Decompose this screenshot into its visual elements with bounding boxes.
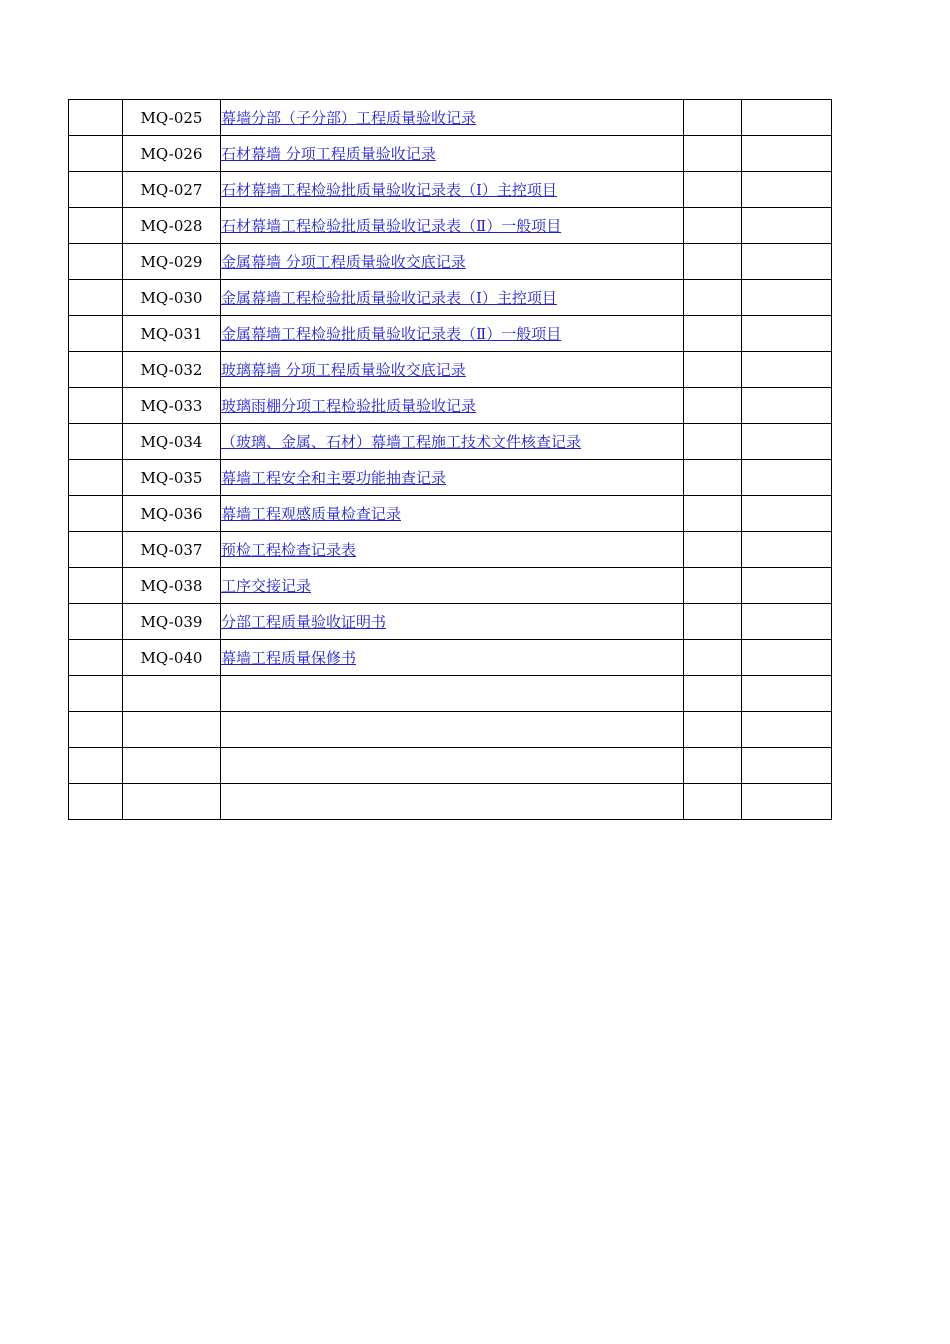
code-cell: MQ-026 bbox=[123, 136, 221, 172]
table-row bbox=[69, 496, 832, 532]
index-cell bbox=[69, 460, 123, 496]
empty-cell bbox=[123, 748, 221, 784]
name-cell bbox=[221, 208, 684, 244]
code-cell: MQ-034 bbox=[123, 424, 221, 460]
table-row bbox=[69, 640, 832, 676]
empty-cell bbox=[684, 280, 742, 316]
empty-cell bbox=[742, 100, 832, 136]
table-row bbox=[69, 388, 832, 424]
empty-cell bbox=[684, 208, 742, 244]
empty-cell bbox=[684, 496, 742, 532]
name-cell bbox=[221, 136, 684, 172]
empty-cell bbox=[684, 136, 742, 172]
empty-cell bbox=[742, 424, 832, 460]
code-cell: MQ-031 bbox=[123, 316, 221, 352]
empty-cell bbox=[684, 784, 742, 820]
index-cell bbox=[69, 316, 123, 352]
index-cell bbox=[69, 208, 123, 244]
empty-cell bbox=[742, 784, 832, 820]
record-link[interactable]: 石材幕墙工程检验批质量验收记录表（Ⅰ）主控项目 bbox=[221, 181, 557, 199]
index-cell bbox=[69, 280, 123, 316]
empty-cell bbox=[684, 172, 742, 208]
table-row bbox=[69, 280, 832, 316]
record-link[interactable]: 石材幕墙 分项工程质量验收记录 bbox=[221, 145, 436, 163]
table-row-empty bbox=[69, 712, 832, 748]
code-cell: MQ-036 bbox=[123, 496, 221, 532]
empty-cell bbox=[742, 604, 832, 640]
record-link[interactable]: 金属幕墙工程检验批质量验收记录表（Ⅰ）主控项目 bbox=[221, 289, 557, 307]
name-cell bbox=[221, 568, 684, 604]
record-link[interactable]: 分部工程质量验收证明书 bbox=[221, 613, 387, 631]
name-cell bbox=[221, 496, 684, 532]
record-link[interactable]: 金属幕墙工程检验批质量验收记录表（Ⅱ）一般项目 bbox=[221, 325, 562, 343]
table-row bbox=[69, 532, 832, 568]
code-cell: MQ-027 bbox=[123, 172, 221, 208]
empty-cell bbox=[742, 388, 832, 424]
empty-cell bbox=[684, 604, 742, 640]
empty-cell bbox=[123, 784, 221, 820]
code-cell: MQ-029 bbox=[123, 244, 221, 280]
empty-cell bbox=[69, 784, 123, 820]
name-cell bbox=[221, 388, 684, 424]
empty-cell bbox=[742, 172, 832, 208]
table-row bbox=[69, 244, 832, 280]
index-cell bbox=[69, 640, 123, 676]
empty-cell bbox=[684, 640, 742, 676]
code-cell: MQ-037 bbox=[123, 532, 221, 568]
record-link[interactable]: 幕墙工程观感质量检查记录 bbox=[221, 505, 402, 523]
name-cell bbox=[221, 244, 684, 280]
index-cell bbox=[69, 388, 123, 424]
name-cell bbox=[221, 640, 684, 676]
table-row bbox=[69, 316, 832, 352]
name-cell bbox=[221, 100, 684, 136]
code-cell: MQ-030 bbox=[123, 280, 221, 316]
index-cell bbox=[69, 424, 123, 460]
empty-cell bbox=[221, 784, 684, 820]
empty-cell bbox=[742, 280, 832, 316]
index-cell bbox=[69, 100, 123, 136]
empty-cell bbox=[742, 532, 832, 568]
table-row bbox=[69, 568, 832, 604]
empty-cell bbox=[684, 568, 742, 604]
table-row-empty bbox=[69, 748, 832, 784]
index-cell bbox=[69, 568, 123, 604]
table-row bbox=[69, 172, 832, 208]
name-cell bbox=[221, 172, 684, 208]
empty-cell bbox=[742, 244, 832, 280]
code-cell: MQ-025 bbox=[123, 100, 221, 136]
empty-cell bbox=[742, 208, 832, 244]
table-row bbox=[69, 352, 832, 388]
empty-cell bbox=[69, 748, 123, 784]
empty-cell bbox=[742, 316, 832, 352]
record-link[interactable]: 金属幕墙 分项工程质量验收交底记录 bbox=[221, 253, 466, 271]
empty-cell bbox=[742, 136, 832, 172]
empty-cell bbox=[123, 712, 221, 748]
table-row-empty bbox=[69, 676, 832, 712]
name-cell bbox=[221, 352, 684, 388]
table-row bbox=[69, 460, 832, 496]
empty-cell bbox=[742, 676, 832, 712]
name-cell bbox=[221, 424, 684, 460]
index-cell bbox=[69, 244, 123, 280]
record-link[interactable]: （玻璃、金属、石材）幕墙工程施工技术文件核查记录 bbox=[221, 433, 582, 451]
empty-cell bbox=[684, 316, 742, 352]
empty-cell bbox=[69, 676, 123, 712]
records-table bbox=[68, 99, 832, 820]
empty-cell bbox=[742, 712, 832, 748]
index-cell bbox=[69, 172, 123, 208]
empty-cell bbox=[684, 388, 742, 424]
empty-cell bbox=[221, 712, 684, 748]
code-cell: MQ-033 bbox=[123, 388, 221, 424]
record-link[interactable]: 石材幕墙工程检验批质量验收记录表（Ⅱ）一般项目 bbox=[221, 217, 562, 235]
index-cell bbox=[69, 604, 123, 640]
empty-cell bbox=[684, 748, 742, 784]
table-row bbox=[69, 136, 832, 172]
empty-cell bbox=[684, 244, 742, 280]
index-cell bbox=[69, 532, 123, 568]
empty-cell bbox=[684, 712, 742, 748]
record-link[interactable]: 幕墙工程安全和主要功能抽查记录 bbox=[221, 469, 447, 487]
index-cell bbox=[69, 496, 123, 532]
table-row bbox=[69, 424, 832, 460]
empty-cell bbox=[684, 424, 742, 460]
record-link[interactable]: 幕墙工程质量保修书 bbox=[221, 649, 357, 667]
table-row bbox=[69, 208, 832, 244]
name-cell bbox=[221, 604, 684, 640]
table-row bbox=[69, 604, 832, 640]
empty-cell bbox=[742, 640, 832, 676]
empty-cell bbox=[742, 460, 832, 496]
record-link[interactable]: 工序交接记录 bbox=[221, 577, 312, 595]
code-cell: MQ-040 bbox=[123, 640, 221, 676]
empty-cell bbox=[221, 676, 684, 712]
empty-cell bbox=[123, 676, 221, 712]
record-link[interactable]: 玻璃幕墙 分项工程质量验收交底记录 bbox=[221, 361, 466, 379]
code-cell: MQ-038 bbox=[123, 568, 221, 604]
empty-cell bbox=[684, 100, 742, 136]
empty-cell bbox=[742, 496, 832, 532]
code-cell: MQ-035 bbox=[123, 460, 221, 496]
empty-cell bbox=[742, 568, 832, 604]
empty-cell bbox=[742, 352, 832, 388]
record-link[interactable]: 预检工程检查记录表 bbox=[221, 541, 357, 559]
name-cell bbox=[221, 316, 684, 352]
name-cell bbox=[221, 532, 684, 568]
empty-cell bbox=[684, 352, 742, 388]
empty-cell bbox=[221, 748, 684, 784]
empty-cell bbox=[742, 748, 832, 784]
table-row bbox=[69, 100, 832, 136]
index-cell bbox=[69, 352, 123, 388]
empty-cell bbox=[684, 532, 742, 568]
code-cell: MQ-028 bbox=[123, 208, 221, 244]
name-cell bbox=[221, 460, 684, 496]
empty-cell bbox=[684, 460, 742, 496]
code-cell: MQ-032 bbox=[123, 352, 221, 388]
empty-cell bbox=[69, 712, 123, 748]
empty-cell bbox=[684, 676, 742, 712]
record-link[interactable]: 玻璃雨棚分项工程检验批质量验收记录 bbox=[221, 397, 477, 415]
table-row-empty bbox=[69, 784, 832, 820]
code-cell: MQ-039 bbox=[123, 604, 221, 640]
name-cell bbox=[221, 280, 684, 316]
record-link[interactable]: 幕墙分部（子分部）工程质量验收记录 bbox=[221, 109, 477, 127]
index-cell bbox=[69, 136, 123, 172]
